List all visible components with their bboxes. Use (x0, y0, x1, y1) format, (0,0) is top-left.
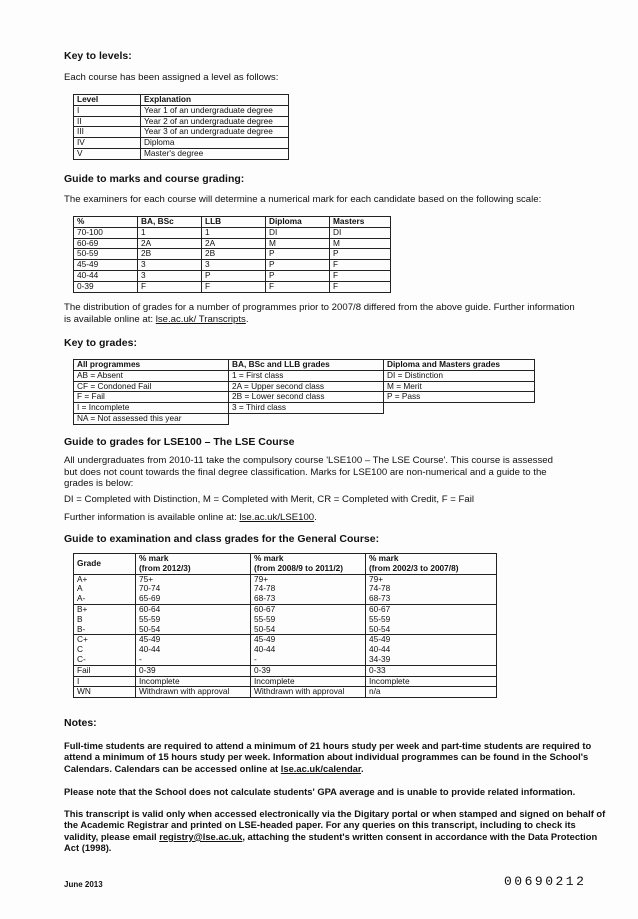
notes-gpa: Please note that the School does not calculate students' GPA average and is unable to provide related information. (64, 786, 576, 797)
levels-header-row (74, 95, 289, 106)
document-number: 00690212 (504, 874, 587, 889)
notes-validity (64, 808, 605, 854)
table-row (74, 665, 497, 676)
levels-table (73, 94, 289, 160)
grades-key-header-row (74, 360, 535, 371)
table-row (74, 116, 289, 127)
general-course-table (73, 553, 497, 698)
mark-cell: 0-39 (251, 665, 366, 676)
marks-header: Masters (330, 217, 391, 228)
notes-text: Calendars. Calendars can be accessed online at (64, 762, 281, 774)
lse100-text: but does not count towards the final degree classification. Marks for LSE100 are non-numerical and a guide to the (64, 466, 547, 478)
table-row (74, 574, 497, 604)
grades-key-cell: 1 = First class (229, 370, 384, 381)
marks-header: % (74, 217, 138, 228)
grade-cell: C+ C C- (74, 635, 136, 665)
grades-key-cell: 3 = Third class (229, 403, 384, 414)
marks-cell: 3 (202, 260, 266, 271)
marks-cell: P (202, 270, 266, 281)
marks-cell: 2A (138, 238, 202, 249)
transcripts-link[interactable]: lse.ac.uk/ Transcripts (155, 313, 246, 325)
general-course-header: % mark (369, 553, 399, 563)
mark-cell: 45-49 40-44 - (136, 635, 251, 665)
notes-text: . (361, 762, 364, 774)
lse100-link[interactable]: lse.ac.uk/LSE100 (239, 512, 315, 523)
table-row (74, 370, 535, 381)
level-cell: I (74, 105, 141, 116)
marks-header: Diploma (266, 217, 330, 228)
table-row (74, 687, 497, 698)
mark-cell: 0-39 (136, 665, 251, 676)
grades-key-table (73, 359, 535, 425)
table-row (74, 403, 535, 414)
explanation-cell: Year 1 of an undergraduate degree (141, 105, 289, 116)
marks-cell: P (266, 260, 330, 271)
level-cell: II (74, 116, 141, 127)
mark-cell: Incomplete (366, 676, 497, 687)
explanation-cell: Master's degree (141, 148, 289, 159)
mark-cell: 60-67 55-59 50-54 (366, 604, 497, 634)
marks-cell: 0-39 (74, 281, 138, 292)
calendar-link[interactable]: lse.ac.uk/calendar (280, 762, 362, 774)
notes-attendance (64, 740, 591, 774)
mark-cell: 45-49 40-44 - (251, 635, 366, 665)
marks-cell: 2A (202, 238, 266, 249)
levels-header: Explanation (141, 95, 289, 106)
marks-cell: 3 (138, 260, 202, 271)
lse100-text: grades is below: (64, 478, 134, 490)
marks-cell: 70-100 (74, 227, 138, 238)
lse100-paragraph (64, 455, 553, 490)
marks-cell: M (266, 238, 330, 249)
marks-cell: 1 (138, 227, 202, 238)
table-row (74, 604, 497, 634)
marks-cell: F (138, 281, 202, 292)
grade-cell: I (74, 676, 136, 687)
general-course-header: (from 2008/9 to 2011/2) (254, 562, 344, 573)
mark-cell: 79+ 74-78 68-73 (366, 574, 497, 604)
marks-cell: P (330, 249, 391, 260)
marks-cell: F (330, 281, 391, 292)
mark-cell: 0-33 (366, 665, 497, 676)
grades-key-cell: 2B = Lower second class (229, 392, 384, 403)
levels-header: Level (74, 95, 141, 106)
notes-text: , attaching the student's written consent in accordance with the Data Protection (242, 830, 598, 842)
marks-table (73, 216, 391, 293)
mark-cell: 60-64 55-59 50-54 (136, 604, 251, 634)
lse100-further-info (64, 512, 317, 524)
marks-cell: DI (330, 227, 391, 238)
marks-cell: 2B (202, 249, 266, 260)
notes-text: This transcript is valid only when accessed electronically via the Digitary portal or when stamped and signed on behalf of (64, 808, 606, 819)
grade-cell: WN (74, 687, 136, 698)
marks-distribution-note (64, 302, 575, 325)
lse100-grade-key: DI = Completed with Distinction, M = Completed with Merit, CR = Completed with Credit, F = Fail (64, 494, 475, 505)
grades-key-cell: AB = Absent (74, 370, 229, 381)
notes-text: the Academic Registrar and printed on LSE-headed paper. For any queries on this transcript, including to check its (64, 819, 576, 831)
lse100-text: Further information is available online at: (64, 512, 240, 523)
key-to-grades-heading: Key to grades: (64, 337, 137, 349)
marks-cell: 40-44 (74, 270, 138, 281)
note-text: The distribution of grades for a number of programmes prior to 2007/8 differed from the above guide. Further information (64, 302, 575, 313)
marks-cell: F (266, 281, 330, 292)
marks-header-row (74, 217, 391, 228)
level-cell: III (74, 127, 141, 138)
grades-key-cell: 2A = Upper second class (229, 381, 384, 392)
grades-key-cell: M = Merit (384, 381, 535, 392)
footer-date: June 2013 (64, 880, 103, 889)
marks-header: LLB (202, 217, 266, 228)
grades-key-cell: F = Fail (74, 392, 229, 403)
registry-email-link[interactable]: registry@lse.ac.uk (159, 830, 243, 842)
grades-key-header: All programmes (74, 360, 229, 371)
general-course-header: (from 2012/3) (139, 562, 191, 573)
mark-cell: Withdrawn with approval (251, 687, 366, 698)
table-row (74, 281, 391, 292)
explanation-cell: Diploma (141, 138, 289, 149)
notes-heading: Notes: (64, 717, 97, 729)
table-row (74, 392, 535, 403)
marks-cell: 3 (138, 270, 202, 281)
mark-cell: Incomplete (251, 676, 366, 687)
table-row (74, 249, 391, 260)
grades-key-header: BA, BSc and LLB grades (229, 360, 384, 371)
mark-cell: 75+ 70-74 65-69 (136, 574, 251, 604)
mark-cell: 45-49 40-44 34-39 (366, 635, 497, 665)
note-text: is available online at: (64, 313, 156, 325)
marks-guide-heading: Guide to marks and course grading: (64, 173, 245, 185)
table-row (74, 138, 289, 149)
grade-cell: Fail (74, 665, 136, 676)
notes-text: Act (1998). (64, 842, 112, 854)
grades-key-cell: DI = Distinction (384, 370, 535, 381)
table-row (74, 238, 391, 249)
grades-key-cell: I = Incomplete (74, 403, 229, 414)
mark-cell: Withdrawn with approval (136, 687, 251, 698)
general-course-header: (from 2002/3 to 2007/8) (369, 562, 459, 573)
marks-cell: 1 (202, 227, 266, 238)
marks-cell: M (330, 238, 391, 249)
grades-key-cell: NA = Not assessed this year (74, 413, 229, 424)
marks-cell: P (266, 270, 330, 281)
general-course-header-row (74, 554, 497, 575)
marks-cell: 60-69 (74, 238, 138, 249)
table-row (74, 127, 289, 138)
general-course-header: % mark (254, 553, 284, 563)
grade-cell: A+ A A- (74, 574, 136, 604)
level-cell: IV (74, 138, 141, 149)
general-course-heading: Guide to examination and class grades for the General Course: (64, 533, 380, 545)
table-row (74, 260, 391, 271)
mark-cell: 60-67 55-59 50-54 (251, 604, 366, 634)
general-course-header: % mark (139, 553, 169, 563)
key-to-levels-heading: Key to levels: (64, 50, 132, 62)
mark-cell: 79+ 74-78 68-73 (251, 574, 366, 604)
marks-cell: DI (266, 227, 330, 238)
general-course-header: Grade (74, 554, 136, 575)
table-row (74, 227, 391, 238)
notes-text: attend a minimum of 15 hours study per week. Information about individual programmes can be found in the School's (64, 751, 589, 763)
notes-text: Full-time students are required to attend a minimum of 21 hours study per week and part-time students are required to (64, 740, 592, 751)
notes-text: validity, please email (64, 830, 160, 842)
lse100-text: All undergraduates from 2010-11 take the compulsory course 'LSE100 – The LSE Course'. This course is assessed (64, 455, 553, 466)
table-row (74, 381, 535, 392)
table-row (74, 676, 497, 687)
lse100-heading: Guide to grades for LSE100 – The LSE Course (64, 436, 295, 448)
lse100-text: . (314, 512, 317, 523)
marks-cell: 2B (138, 249, 202, 260)
grade-cell: B+ B B- (74, 604, 136, 634)
table-row (74, 270, 391, 281)
level-cell: V (74, 148, 141, 159)
marks-cell: F (330, 270, 391, 281)
marks-cell: 50-59 (74, 249, 138, 260)
grades-key-cell: CF = Condoned Fail (74, 381, 229, 392)
marks-cell: 45-49 (74, 260, 138, 271)
marks-header: BA, BSc (138, 217, 202, 228)
marks-cell: F (330, 260, 391, 271)
table-row (74, 105, 289, 116)
note-text: . (245, 313, 249, 325)
explanation-cell: Year 3 of an undergraduate degree (141, 127, 289, 138)
grades-key-header: Diploma and Masters grades (384, 360, 535, 371)
table-row (74, 413, 535, 424)
marks-cell: P (266, 249, 330, 260)
marks-guide-intro: The examiners for each course will determine a numerical mark for each candidate based on the following scale: (64, 194, 542, 205)
table-row (74, 635, 497, 665)
explanation-cell: Year 2 of an undergraduate degree (141, 116, 289, 127)
mark-cell: Incomplete (136, 676, 251, 687)
key-to-levels-intro: Each course has been assigned a level as follows: (64, 72, 279, 83)
grades-key-cell: P = Pass (384, 392, 535, 403)
marks-cell: F (202, 281, 266, 292)
mark-cell: n/a (366, 687, 497, 698)
table-row (74, 148, 289, 159)
